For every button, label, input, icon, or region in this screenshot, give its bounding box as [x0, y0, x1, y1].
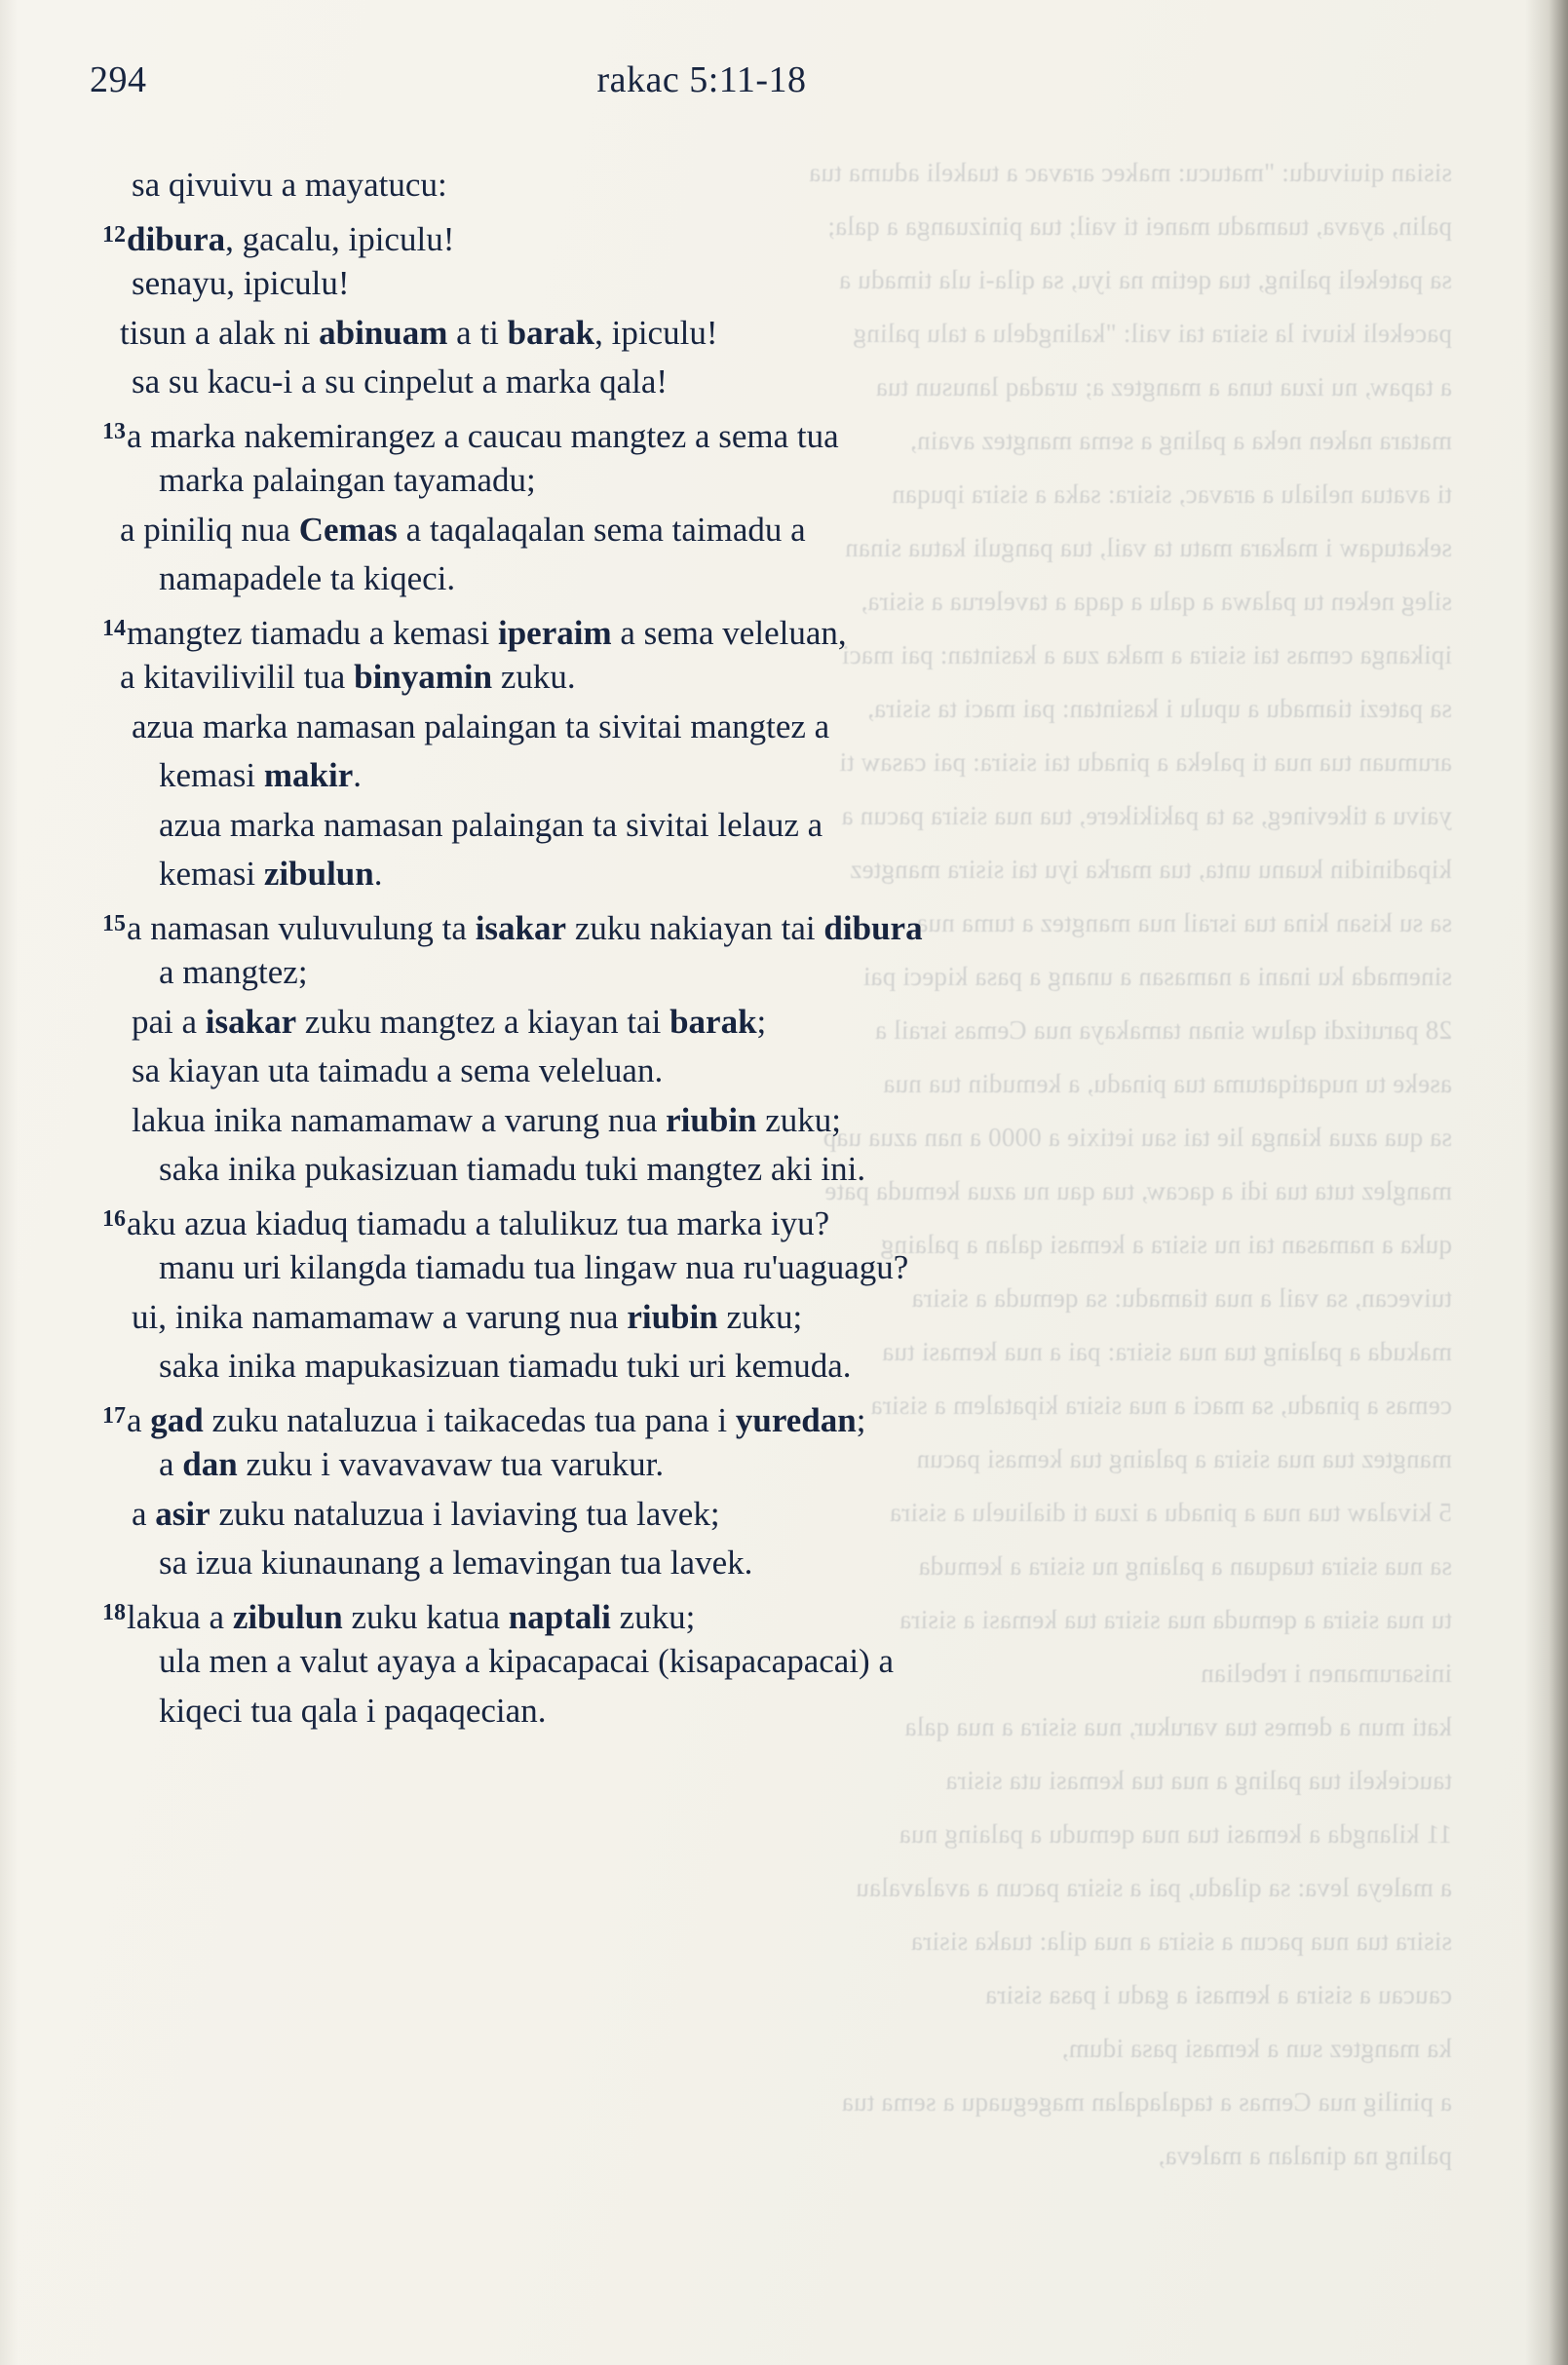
- bleed-line: ipikanga cemas tai sisira a maka zua a kasintan: pai maci: [841, 640, 1452, 669]
- bleed-line: 11 kilangda a kemasi tua nua qemudu a palaing nua: [899, 1819, 1452, 1849]
- line-text: marka palaingan tayamadu;: [159, 461, 536, 499]
- text-line: [102, 1293, 1379, 1343]
- bleed-line: arumuan tua nua ti paleka a pinadu tai sisira: pai casaw ti: [839, 747, 1452, 777]
- verse-line: [102, 210, 1379, 260]
- line-text: sa su kacu-i a su cinpelut a marka qala!: [132, 362, 669, 401]
- bleed-line: yaivu a tikevineg, sa ta pakikikere, tua nua sisira pacun a: [841, 801, 1452, 830]
- bleed-line: sa nua sisira tuaquan a palaing nu sisira a kemuda: [918, 1551, 1452, 1581]
- bleed-line: kipadinidin kuanu unta, tua marka iyu tai sisira mangtez: [850, 855, 1452, 884]
- bleed-line: sa qua azua kianga lie tai sau ietixie a 0000 a nan azua uap: [822, 1123, 1452, 1152]
- bleed-line: sileg neken tu palawa a qalu a qaqa a tavelerua a sisira,: [860, 587, 1452, 616]
- page-binding-shadow: [1525, 0, 1568, 2365]
- bleed-line: 5 kivalaw tua nua a pinadu a izua ti dialiuelu a sisira: [889, 1498, 1452, 1527]
- text-line: [102, 161, 1379, 210]
- bleed-line: paling na qinalan a maleva,: [1158, 2141, 1452, 2170]
- text-line: [102, 1342, 1379, 1392]
- verse-number: 18: [102, 1599, 126, 1625]
- text-line: [102, 948, 1379, 998]
- line-text: lakua a zibulun zuku katua naptali zuku;: [127, 1597, 696, 1636]
- bleed-line: a maleya leva: sa qiladu, pai a sisira pacun a avalavalau: [856, 1873, 1452, 1902]
- line-text: lakua inika namamamaw a varung nua riubin zuku;: [132, 1100, 842, 1139]
- verse-line: [102, 1195, 1379, 1244]
- line-text: aku azua kiaduq tiamadu a talulikuz tua marka iyu?: [127, 1203, 830, 1242]
- bleed-line: inisarumanen i rebelian: [1200, 1659, 1452, 1688]
- bleed-line: caucau a sisira a kemasi a gadu i pasa sisira: [984, 1980, 1452, 2009]
- bleed-line: quka a namasan tai nu sisira a kemasi qalan a palaing: [880, 1230, 1452, 1259]
- bleed-line: 28 parutizdi qaluw sinan tamakaya nua Cemas israil a: [874, 1015, 1452, 1045]
- bleed-line: makuda a palaing tua nua sisira: pai a nua kemasi tua: [882, 1337, 1452, 1366]
- text-line: [102, 1539, 1379, 1588]
- verse-number: 17: [102, 1402, 126, 1429]
- text-line: [102, 1145, 1379, 1195]
- text-line: [102, 259, 1379, 309]
- page-left-edge-shadow: [0, 0, 18, 2365]
- text-line: [102, 1687, 1379, 1736]
- bleed-line: a tapaw, nu izua tuna a mangtez a; uradaq lanusun tua: [875, 372, 1452, 401]
- text-line: [102, 653, 1379, 703]
- bleed-line: ti avatua nelialu a aravac, sisira: saka a sisira ipuqan: [892, 479, 1452, 509]
- line-text: pai a isakar zuku mangtez a kiayan tai barak;: [132, 1002, 767, 1041]
- text-line: [102, 1243, 1379, 1293]
- running-head: rakac 5:11-18: [596, 59, 807, 100]
- bleed-line: sa patezi tiamadu a upulu i kasintan: pai maci ta sisira,: [867, 694, 1452, 723]
- bleed-line: tu nua sisira a qemuda nua sisira tua kemasi a sisira: [899, 1605, 1452, 1634]
- line-text: ui, inika namamamaw a varung nua riubin zuku;: [132, 1297, 803, 1336]
- scripture-text-block: [102, 161, 1379, 1736]
- verse-line: [102, 407, 1379, 457]
- text-line: [102, 801, 1379, 851]
- bleed-line: cemas a pinadu, sa maci a nua sisira kipatalem a sisira: [870, 1391, 1452, 1420]
- text-line: [102, 1490, 1379, 1540]
- line-text: a kitavilivilil tua binyamin zuku.: [120, 658, 576, 696]
- verse-line: [102, 604, 1379, 654]
- verse-number: 12: [102, 221, 126, 248]
- line-text: namapadele ta kiqeci.: [159, 559, 456, 597]
- line-text: kiqeci tua qala i paqaqecian.: [159, 1691, 547, 1730]
- text-line: [102, 554, 1379, 604]
- bleed-line: sa su kisan kina tua israil nua mangtez a tuma nua: [916, 908, 1452, 937]
- line-text: a mangtez;: [159, 953, 308, 991]
- line-text: ula men a valut ayaya a kipacapacai (kisapacapacai) a: [159, 1642, 894, 1680]
- line-text: kemasi zibulun.: [159, 855, 383, 893]
- verse-line: [102, 899, 1379, 949]
- line-text: azua marka namasan palaingan ta sivitai lelauz a: [159, 805, 823, 844]
- verse-number: 16: [102, 1205, 126, 1232]
- bleed-line: sa patekeli paling, tua qetim na iyu, sa qila-i ula timadu a: [838, 265, 1452, 294]
- line-text: a piniliq nua Cemas a taqalaqalan sema taimadu a: [120, 510, 806, 549]
- bleed-line: ka mangtez sun a kemasi pasa idum,: [1061, 2034, 1452, 2063]
- line-text: azua marka namasan palaingan ta sivitai mangtez a: [132, 706, 830, 745]
- line-text: tisun a alak ni abinuam a ti barak, ipiculu!: [120, 313, 718, 352]
- line-text: a namasan vuluvulung ta isakar zuku nakiayan tai dibura: [127, 908, 923, 947]
- line-text: kemasi makir.: [159, 756, 363, 794]
- verse-line: [102, 1588, 1379, 1638]
- text-line: [102, 1096, 1379, 1146]
- text-line: [102, 506, 1379, 555]
- line-text: sa izua kiunaunang a lemavingan tua lavek.: [159, 1544, 753, 1582]
- line-text: a dan zuku i vavavavaw tua varukur.: [159, 1445, 665, 1483]
- bleed-line: sekatuqaw i makara matu ta vail, tua panguli katua sinan: [845, 533, 1452, 562]
- line-text: a asir zuku nataluzua i laviaving tua lavek;: [132, 1494, 720, 1533]
- bleed-line: tuivecan, sa vail a nua tiamadu: sa qemuda a sisira: [911, 1283, 1452, 1313]
- verse-line: [102, 1392, 1379, 1441]
- text-line: [102, 1440, 1379, 1490]
- line-text: a marka nakemirangez a caucau mangtez a sema tua: [127, 416, 839, 455]
- line-text: saka inika pukasizuan tiamadu tuki mangtez aki ini.: [159, 1150, 866, 1188]
- line-text: mangtez tiamadu a kemasi iperaim a sema veleluan,: [127, 613, 847, 652]
- bleed-line: mangtez tua nua sisira a palaing tua kemasi pacun: [916, 1444, 1452, 1473]
- bleed-line: tauciekeli tua paling a nua tua kemasi uta sisira: [945, 1766, 1452, 1795]
- verse-number: 14: [102, 615, 126, 641]
- text-line: [102, 998, 1379, 1048]
- text-line: [102, 309, 1379, 359]
- bleed-line: aseke tu nuqatiqatuma tua pinadu, a kemudin tua nua: [883, 1069, 1452, 1098]
- bleed-line: sisira tua nua pacun a sisira a nua qila: tuaka sisira: [910, 1926, 1452, 1956]
- text-line: [102, 850, 1379, 899]
- verse-number: 15: [102, 910, 126, 936]
- verse-number: 13: [102, 418, 126, 444]
- bleed-line: palin, ayava, tuamadu manei ti vail; tua pinizuanga a qala;: [827, 211, 1452, 241]
- line-text: saka inika mapukasizuan tiamadu tuki uri kemuda.: [159, 1347, 852, 1385]
- page-header: [0, 58, 1501, 107]
- bleed-line: manglez tuta tua idi a qacaw, tua qau nu azua kemuda pate: [824, 1176, 1452, 1205]
- line-text: sa qivuivu a mayatucu:: [132, 166, 447, 204]
- bleed-line: pacekeli kiuvi la sisira tai vail: "kalingdelu a talu paling: [853, 319, 1452, 348]
- line-text: manu uri kilangda tiamadu tua lingaw nua ru'uaguagu?: [159, 1248, 909, 1286]
- bleed-line: sisian qiuivudu: "matucu: makec aravac a tuakeli aduma tua: [809, 158, 1452, 187]
- bleed-line: sinemada ku inani a namasan a unang a pasa kiqeci pai: [862, 962, 1452, 991]
- text-line: [102, 1637, 1379, 1687]
- bleed-line: matara naken neka a paling a sema mangtez avain,: [909, 426, 1452, 455]
- text-line: [102, 751, 1379, 801]
- bleed-line: kati mun a demes tua varukur, nua sisira a nua qala: [904, 1712, 1452, 1741]
- text-line: [102, 703, 1379, 752]
- bleed-line: a pinilig nua Cemas a taqalaqalan mageguaqu a sema tua: [841, 2087, 1452, 2117]
- line-text: senayu, ipiculu!: [132, 264, 350, 302]
- page-number: 294: [90, 59, 147, 100]
- text-line: [102, 358, 1379, 407]
- line-text: sa kiayan uta taimadu a sema veleluan.: [132, 1051, 664, 1089]
- text-line: [102, 456, 1379, 506]
- text-line: [102, 1047, 1379, 1096]
- line-text: a gad zuku nataluzua i taikacedas tua pana i yuredan;: [127, 1400, 866, 1439]
- line-text: dibura, gacalu, ipiculu!: [127, 219, 455, 258]
